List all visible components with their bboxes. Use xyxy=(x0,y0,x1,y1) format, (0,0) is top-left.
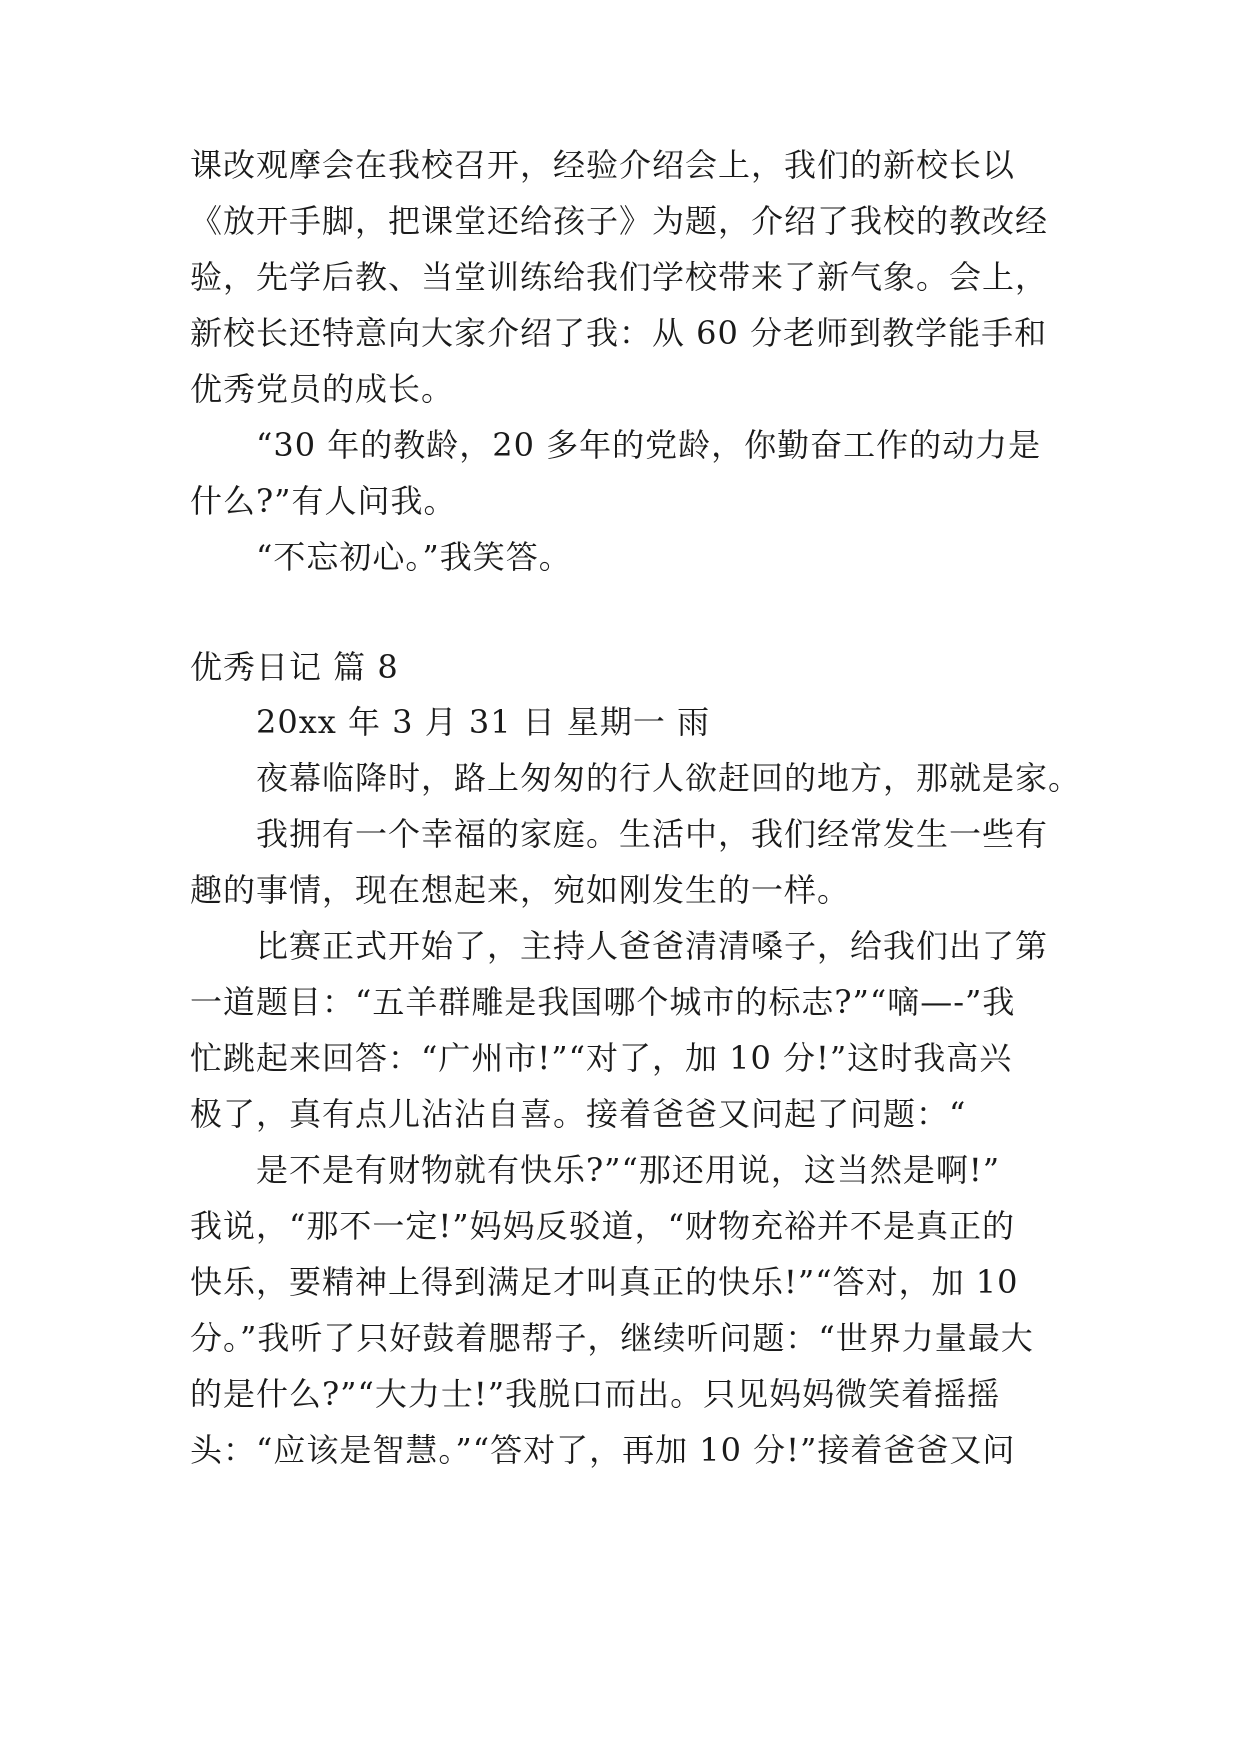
section-heading: 优秀日记 篇 8 xyxy=(190,648,399,686)
paragraph-line: “不忘初心。”我笑答。 xyxy=(256,538,572,576)
paragraph-line: 我拥有一个幸福的家庭。生活中，我们经常发生一些有 xyxy=(256,815,1049,853)
paragraph-line: 《放开手脚，把课堂还给孩子》为题，介绍了我校的教改经 xyxy=(190,202,1049,240)
paragraph-line: 极了，真有点儿沾沾自喜。接着爸爸又问起了问题：“ xyxy=(190,1095,967,1133)
paragraph-line: 什么?”有人问我。 xyxy=(190,482,457,520)
paragraph-line: 头：“应该是智慧。”“答对了，再加 10 分!”接着爸爸又问 xyxy=(190,1431,1016,1469)
paragraph-line: 的是什么?”“大力士!”我脱口而出。只见妈妈微笑着摇摇 xyxy=(190,1375,1001,1413)
paragraph-line: 趣的事情，现在想起来，宛如刚发生的一样。 xyxy=(190,871,851,909)
paragraph-line: 快乐，要精神上得到满足才叫真正的快乐!”“答对，加 10 xyxy=(190,1263,1019,1301)
paragraph-line: 是不是有财物就有快乐?”“那还用说，这当然是啊!” xyxy=(256,1151,1001,1189)
diary-date-line: 20xx 年 3 月 31 日 星期一 雨 xyxy=(256,703,711,741)
paragraph-line: 比赛正式开始了，主持人爸爸清清嗓子，给我们出了第 xyxy=(256,927,1049,965)
paragraph-line: 我说，“那不一定!”妈妈反驳道，“财物充裕并不是真正的 xyxy=(190,1207,1015,1245)
paragraph-line: 分。”我听了只好鼓着腮帮子，继续听问题：“世界力量最大 xyxy=(190,1319,1034,1357)
paragraph-line: 一道题目：“五羊群雕是我国哪个城市的标志?”“嘀—-”我 xyxy=(190,983,1016,1021)
paragraph-line: 新校长还特意向大家介绍了我：从 60 分老师到教学能手和 xyxy=(190,314,1048,352)
paragraph-line: 优秀党员的成长。 xyxy=(190,370,455,408)
paragraph-line: 验，先学后教、当堂训练给我们学校带来了新气象。会上， xyxy=(190,258,1049,296)
paragraph-line: 忙跳起来回答：“广州市!”“对了，加 10 分!”这时我高兴 xyxy=(190,1039,1013,1077)
paragraph-line: “30 年的教龄，20 多年的党龄，你勤奋工作的动力是 xyxy=(256,426,1042,464)
paragraph-line: 课改观摩会在我校召开，经验介绍会上，我们的新校长以 xyxy=(190,146,1016,184)
paragraph-line: 夜幕临降时，路上匆匆的行人欲赶回的地方，那就是家。 xyxy=(256,759,1082,797)
